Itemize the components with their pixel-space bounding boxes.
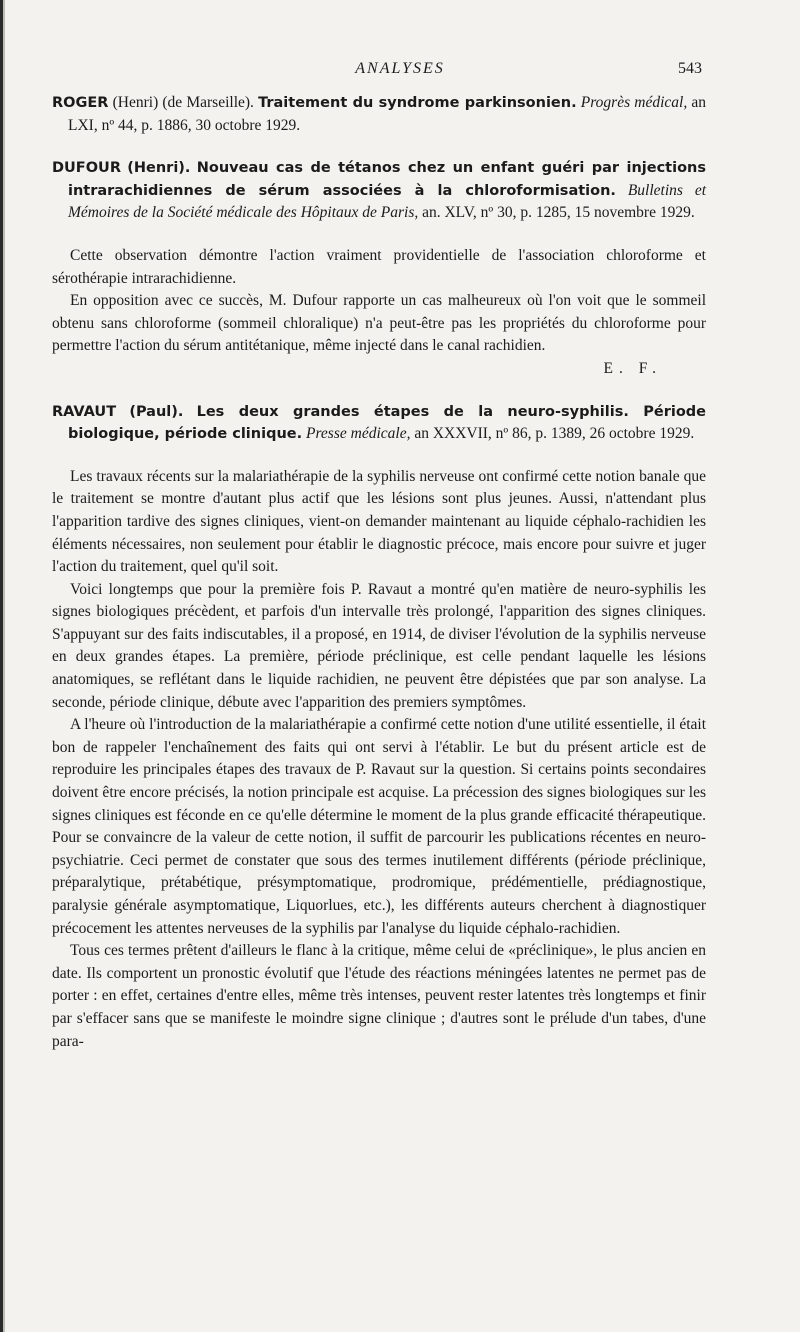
citation-ravaut <box>52 401 706 446</box>
page-number: 543 <box>678 60 702 77</box>
citation-journal: Progrès médical, <box>580 94 688 111</box>
page-content <box>52 92 706 1053</box>
citation-reference: an XXXVII, nº 86, p. 1389, 26 octobre 1929. <box>414 425 695 443</box>
page-header <box>0 60 800 84</box>
citation-roger <box>52 92 706 137</box>
citation-dufour <box>52 157 706 225</box>
body-paragraph: Cette observation démontre l'action vraiment providentielle de l'association chloroforme et sérothérapie intrarachidienne. <box>52 246 706 287</box>
citation-reference: an LXI, nº 44, p. 1886, 30 octobre 1929. <box>68 94 706 134</box>
citation-title: Les deux grandes étapes de la neuro-syphilis. Période biologique, période clinique. <box>68 403 706 443</box>
citation-journal: Presse médicale, <box>306 425 411 443</box>
citation-journal: Bulletins et Mémoires de la Société médicale des Hôpitaux de Paris, <box>68 181 707 222</box>
citation-author: RAVAUT <box>52 403 117 420</box>
reviewer-signature: E. F. <box>603 359 662 377</box>
body-paragraph: Les travaux récents sur la malariathérapie de la syphilis nerveuse ont confirmé cette notion banale que le traitement se montre d'autant plus actif que les lésions sont plus jeunes. Aussi, n'attendant plus l'apparition tardive des signes cliniques, vient-on demander maintenant au liquide céphalo-rachidien les éléments nécessaires, non seulement pour établir le diagnostic précoce, mais encore pour suivre et juger l'action du traitement, quel qu'il soit. <box>52 467 706 576</box>
citation-given-name: (Henri) (de Marseille). <box>112 94 254 111</box>
citation-title: Traitement du syndrome parkinsonien. <box>258 95 577 111</box>
citation-author: DUFOUR <box>52 160 121 177</box>
citation-given-name: (Henri). <box>127 160 191 177</box>
running-title: ANALYSES <box>355 60 445 77</box>
citation-title: Nouveau cas de tétanos chez un enfant guéri par injections intrarachidiennes de sérum associées à la chloroformisation. <box>68 160 707 199</box>
page-edge <box>0 0 8 1332</box>
body-paragraph: Voici longtemps que pour la première fois P. Ravaut a montré qu'en matière de neuro-syphilis les signes biologiques précèdent, et parfois d'un intervalle très prolongé, l'apparition des signes cliniques. S'appuyant sur des faits indiscutables, il a proposé, en 1914, de diviser l'évolution de la syphilis nerveuse en deux grandes étapes. La première, période préclinique, est celle pendant laquelle les lésions anatomiques, se reflétant dans le liquide rachidien, ne peuvent être dépistées que par son analyse. La seconde, période clinique, débute avec l'apparition des premiers symptômes. <box>52 580 706 711</box>
body-paragraph: Tous ces termes prêtent d'ailleurs le flanc à la critique, même celui de «préclinique», le plus ancien en date. Ils comportent un pronostic évolutif que l'étude des réactions méningées latentes ne permet pas de porter : en effet, certaines d'entre elles, même très intenses, peuvent rester latentes très longtemps et finir par s'effacer sans que se manifeste le moindre signe clinique ; d'autres sont le prélude d'un tabes, d'une para- <box>52 942 706 1050</box>
body-paragraph: En opposition avec ce succès, M. Dufour rapporte un cas malheureux où l'on voit que le sommeil obtenu sans chloroforme (sommeil chloralique) n'a peut-être pas les propriétés du chloroforme pour permettre l'action du sérum antitétanique, même injecté dans le canal rachidien. <box>52 292 706 355</box>
citation-author: ROGER <box>52 95 109 111</box>
citation-given-name: (Paul). <box>129 403 184 420</box>
body-paragraph: A l'heure où l'introduction de la malariathérapie a confirmé cette notion d'une utilité essentielle, il était bon de rappeler l'enchaînement des faits qui ont servi à l'établir. Le but du présent article est de reproduire les principales étapes des travaux de P. Ravaut sur la question. Si certains points secondaires doivent être encore précisés, la notion principale est acquise. La précession des signes biologiques sur les signes cliniques est féconde en ce qu'elle détermine le moment de la plus grande efficacité thérapeutique. Pour se convaincre de la valeur de cette notion, il suffit de parcourir les publications récentes en neuro-psychiatrie. Ceci permet de constater que sous des termes inutilement différents (période préclinique, préparalytique, prétabétique, présymptomatique, prodromique, prédémentielle, prédiagnostique, paralysie générale asymptomatique, Liquorlues, etc.), les différents auteurs cherchent à diagnostiquer précocement les attentes nerveuses de la syphilis par l'analyse du liquide céphalo-rachidien. <box>52 716 706 937</box>
citation-reference: an. XLV, nº 30, p. 1285, 15 novembre 1929. <box>422 204 695 222</box>
